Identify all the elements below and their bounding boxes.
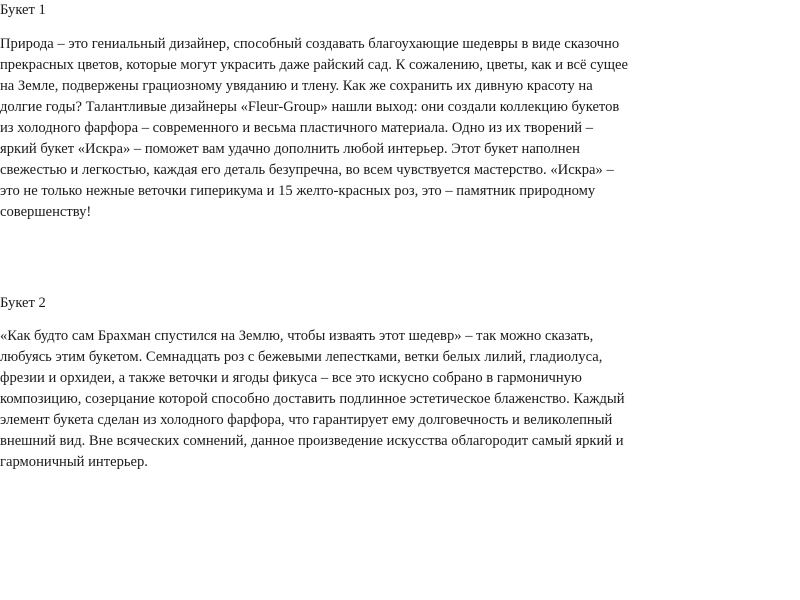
section-2-title: Букет 2 [0, 295, 46, 311]
section-1-body: Природа – это гениальный дизайнер, способный создавать благоухающие шедевры в виде сказочно прекрасных цветов, которые могут украсить даже райский сад. К сожалению, цветы, как и всё сущее на Земле, подвержены грациозному увяданию и тлену. Как же сохранить их дивную красоту на долгие годы? Талантливые дизайнеры «Fleur-Group» нашли выход: они создали коллекцию букетов из холодного фарфора – современного и весьма пластичного материала. Одно из их творений – яркий букет «Искра» – поможет вам удачно дополнить любой интерьер. Этот букет наполнен свежестью и легкостью, каждая его деталь безупречна, во всем чувствуется мастерство. «Искра» – это не только нежные веточки гиперикума и 15 желто-красных роз, это – памятник природному совершенству! [0, 36, 628, 220]
section-2-body: «Как будто сам Брахман спустился на Землю, чтобы изваять этот шедевр» – так можно сказать, любуясь этим букетом. Семнадцать роз с бежевыми лепестками, ветки белых лилий, гладиолуса, фрезии и орхидеи, а также веточки и ягоды фикуса – все это искусно собрано в гармоничную композицию, созерцание которой способно доставить подлинное эстетическое блаженство. Каждый элемент букета сделан из холодного фарфора, что гарантирует ему долговечность и великолепный внешний вид. Вне всяческих сомнений, данное произведение искусства облагородит самый яркий и гармоничный интерьер. [0, 328, 625, 470]
section-1-title: Букет 1 [0, 2, 46, 18]
